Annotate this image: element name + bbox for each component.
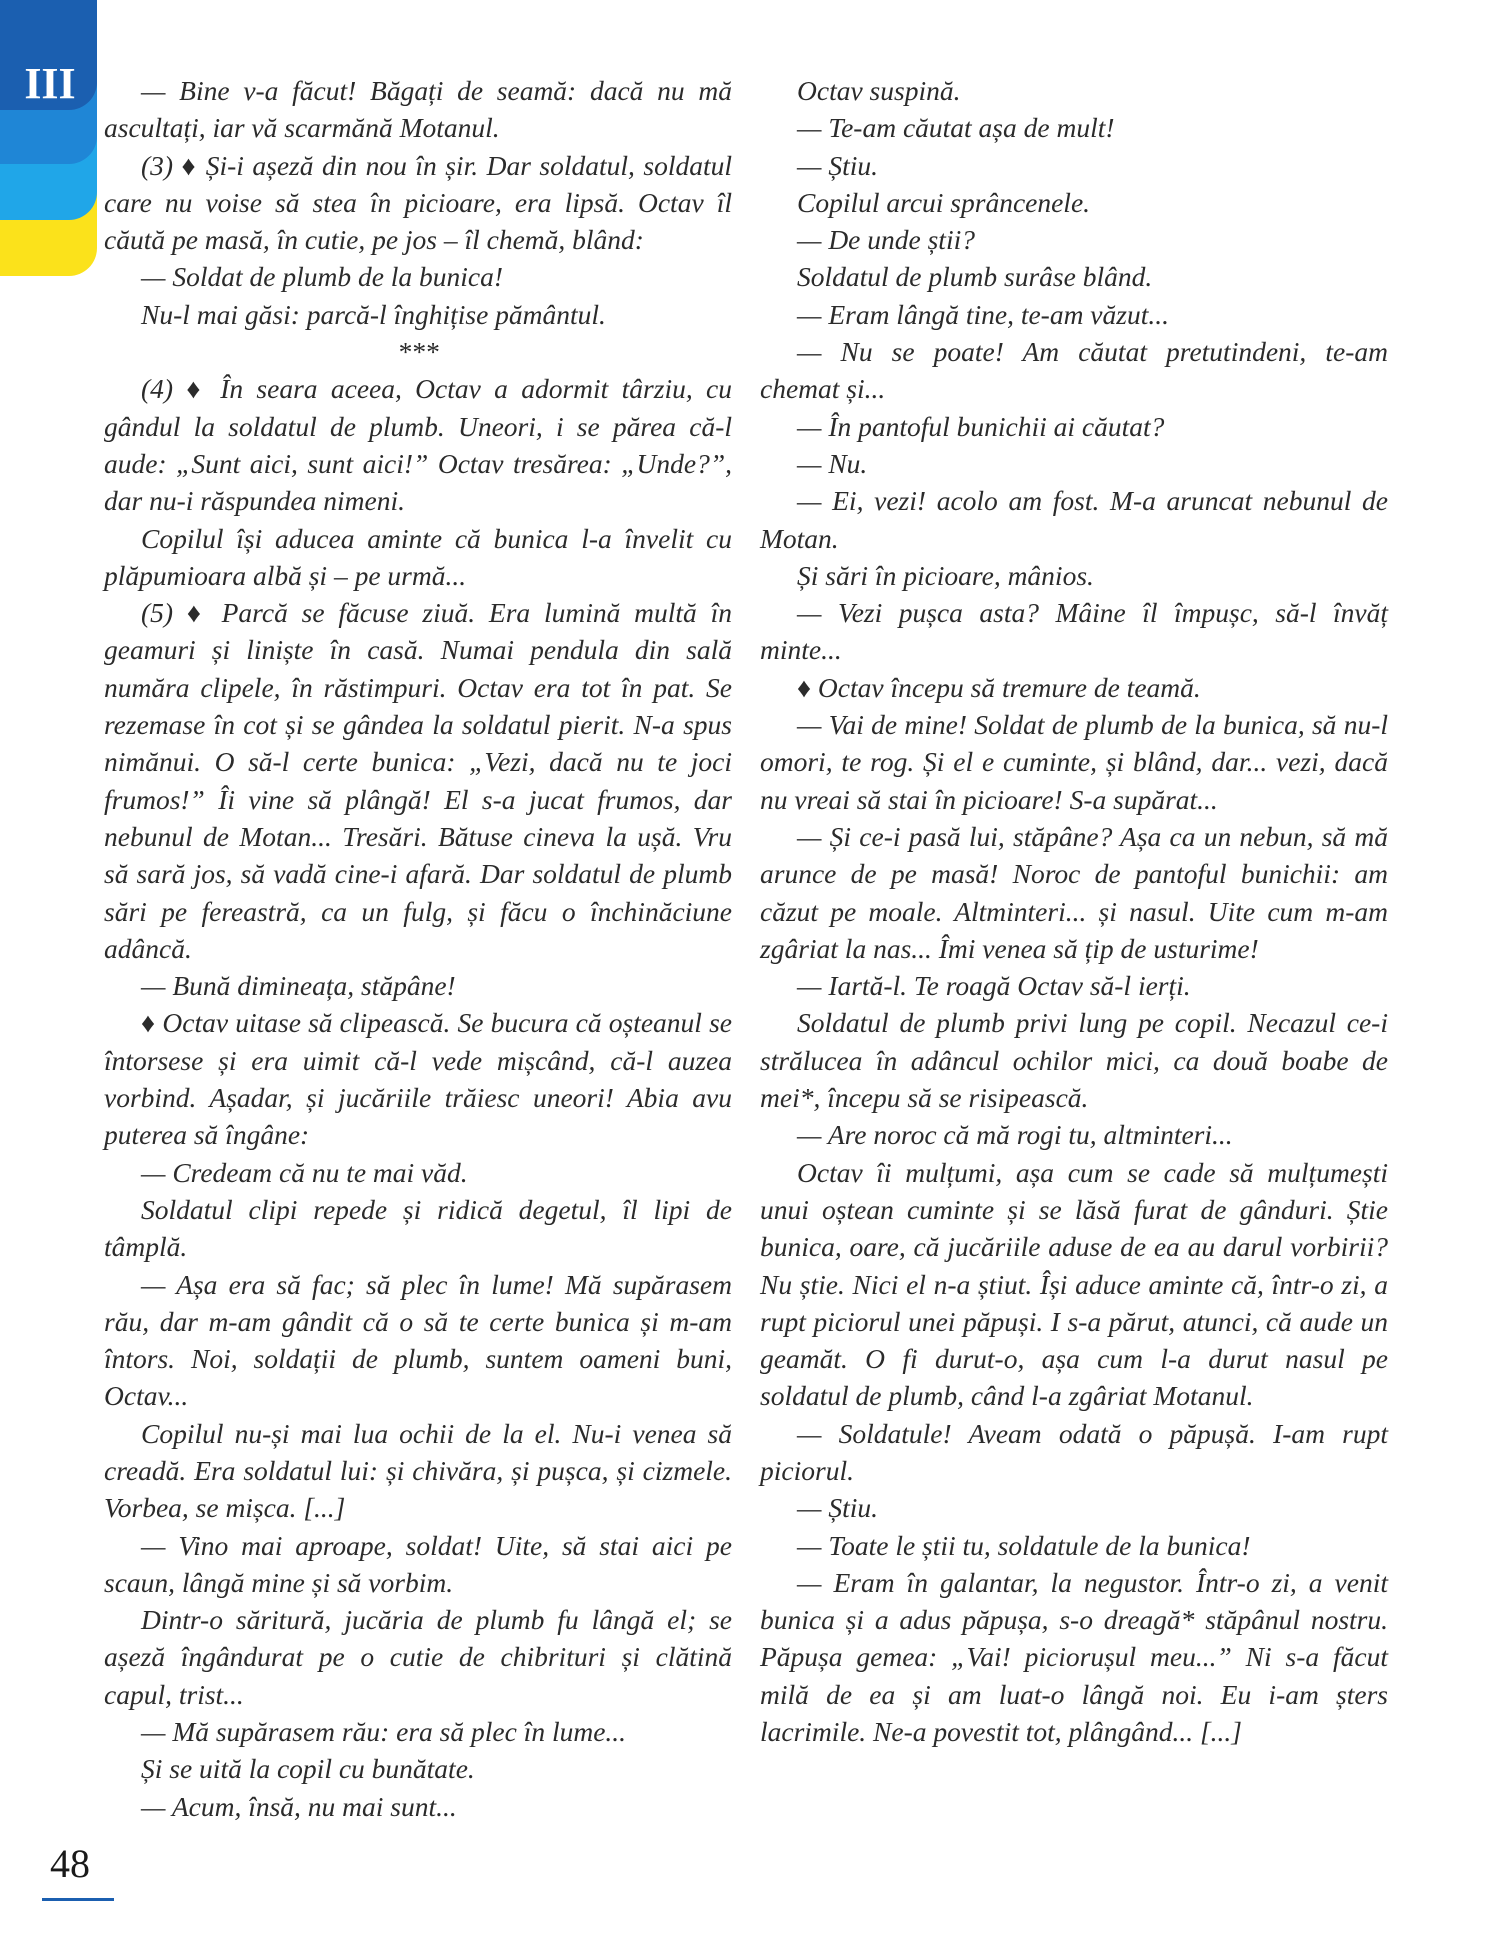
paragraph: — Nu se poate! Am căutat pretutindeni, te-am chemat și... xyxy=(760,336,1388,405)
paragraph: — Vai de mine! Soldat de plumb de la bunica, să nu-l omori, te rog. Și el e cuminte, și blând, dar... vezi, dacă nu vreai să stai în picioare! S-a supărat... xyxy=(760,709,1388,815)
paragraph: ♦ Octav începu să tremure de teamă. xyxy=(797,671,1201,703)
paragraph: — Așa era să fac; să plec în lume! Mă supărasem rău, dar m-am gândit că o să te certe bunica și m-am întors. Noi, soldații de plumb, suntem oameni buni, Octav... xyxy=(104,1268,732,1412)
paragraph: Copilul nu-și mai lua ochii de la el. Nu-i venea să creadă. Era soldatul lui: și chivăra, și pușca, și cizmele. Vorbea, se mișca. [...] xyxy=(104,1417,732,1524)
right-text-column xyxy=(760,72,1388,1750)
paragraph: — Știu. xyxy=(797,1492,878,1524)
paragraph: — Iartă-l. Te roagă Octav să-l ierți. xyxy=(797,970,1191,1002)
paragraph: — Bună dimineața, stăpâne! xyxy=(141,970,456,1002)
paragraph: — Ei, vezi! acolo am fost. M-a aruncat nebunul de Motan. xyxy=(760,485,1388,554)
paragraph: — Mă supărasem rău: era să plec în lume... xyxy=(141,1716,627,1748)
paragraph: (4) ♦ În seara aceea, Octav a adormit târziu, cu gândul la soldatul de plumb. Uneori, i se părea că-l aude: „Sunt aici, sunt aici!” Octav tresărea: „Unde?”, dar nu-i răspundea nimeni. xyxy=(104,373,732,517)
paragraph: — Are noroc că mă rogi tu, altminteri... xyxy=(797,1119,1233,1151)
paragraph: Soldatul clipi repede și ridică degetul, îl lipi de tâmplă. xyxy=(104,1193,732,1263)
paragraph: Octav îi mulțumi, așa cum se cade să mulțumești unui oștean cuminte și se lăsă furat de gânduri. Știe bunica, oare, că jucăriile aduse de ea au darul vorbirii? Nu știe. Nici el n-a știut. Își aduce aminte că, într-o zi, a rupt piciorul unei păpuși. I s-a părut, atunci, că aude un geamăt. O fi durut-o, așa cum l-a durut nasul pe soldatul de plumb, când l-a zgâriat Motanul. xyxy=(760,1156,1388,1412)
paragraph: — Vezi pușca asta? Mâine îl împușc, să-l învăț minte... xyxy=(760,597,1388,666)
paragraph: — Eram în galantar, la negustor. Într-o zi, a venit bunica și a adus păpușa, s-o dreagă* stăpânul nostru. Păpușa gemea: „Vai! piciorușul meu...” Ni s-a făcut milă de ea și am luat-o lângă noi. Eu i-am șters lacrimile. Ne-a povestit tot, plângând... [...] xyxy=(760,1566,1388,1748)
paragraph: Copilul își aducea aminte că bunica l-a învelit cu plăpumioara albă și – pe urmă... xyxy=(104,522,732,591)
unit-label: III xyxy=(24,59,76,108)
paragraph: Soldatul de plumb surâse blând. xyxy=(797,261,1153,293)
paragraph: — Știu. xyxy=(797,149,878,181)
paragraph: — Soldat de plumb de la bunica! xyxy=(141,261,504,293)
paragraph: — Soldatule! Aveam odată o păpușă. I-am rupt piciorul. xyxy=(760,1417,1388,1486)
paragraph: Nu-l mai găsi: parcă-l înghițise pământul. xyxy=(141,298,606,330)
paragraph: — Și ce-i pasă lui, stăpâne? Așa ca un nebun, să mă arunce de pe masă! Noroc de pantoful bunichii: am căzut pe moale. Altminteri... și nasul. Uite cum m-am zgâriat la nas... Îmi venea să țip de usturime! xyxy=(760,820,1388,964)
paragraph: Soldatul de plumb privi lung pe copil. Necazul ce-i strălucea în adâncul ochilor mici, ca două boabe de mei*, începu să se risipească. xyxy=(760,1007,1388,1114)
paragraph: — Credeam că nu te mai văd. xyxy=(141,1156,468,1188)
paragraph: — În pantoful bunichii ai căutat? xyxy=(797,410,1165,442)
paragraph: — Nu. xyxy=(797,447,868,479)
paragraph: — Eram lângă tine, te-am văzut... xyxy=(797,298,1169,330)
page-number: 48 xyxy=(50,1841,90,1886)
paragraph: — Toate le știi tu, soldatule de la bunica! xyxy=(797,1529,1251,1561)
paragraph: — Acum, însă, nu mai sunt... xyxy=(141,1790,457,1822)
paragraph: (5) ♦ Parcă se făcuse ziuă. Era lumină multă în geamuri și liniște în casă. Numai pendula din sală număra clipele, în răstimpuri. Octav era tot în pat. Se rezemase în cot și se gândea la soldatul pierit. N-a spus nimănui. O să-l certe bunica: „Vezi, dacă nu te joci frumos!” Îi vine să plângă! El s-a jucat frumos, dar nebunul de Motan... Tresări. Bătuse cineva la ușă. Vru să sară jos, să vadă cine-i afară. Dar soldatul de plumb sări pe fereastră, ca un fulg, și făcu o închinăciune adâncă. xyxy=(104,597,732,964)
page-number-underline xyxy=(42,1898,114,1901)
paragraph: — Vino mai aproape, soldat! Uite, să stai aici pe scaun, lângă mine și să vorbim. xyxy=(104,1529,732,1598)
paragraph: — Bine v-a făcut! Băgați de seamă: dacă nu mă ascultați, iar vă scarmănă Motanul. xyxy=(104,75,732,144)
paragraph: ♦ Octav uitase să clipească. Se bucura că oșteanul se întorsese și era uimit că-l vede mișcând, că-l auzea vorbind. Așadar, și jucăriile trăiesc uneori! Abia avu puterea să îngâne: xyxy=(104,1007,732,1151)
paragraph: (3) ♦ Și-i așeză din nou în șir. Dar soldatul, soldatul care nu voise să stea în picioare, era lipsă. Octav îl căută pe masă, în cutie, pe jos – îl chemă, blând: xyxy=(104,149,732,256)
paragraph: — Te-am căutat așa de mult! xyxy=(797,112,1115,144)
paragraph: Copilul arcui sprâncenele. xyxy=(797,186,1091,218)
paragraph: Și sări în picioare, mânios. xyxy=(797,559,1094,591)
paragraph: — De unde știi? xyxy=(797,224,975,256)
section-separator: *** xyxy=(397,336,439,368)
paragraph: Și se uită la copil cu bunătate. xyxy=(141,1753,475,1785)
paragraph: Octav suspină. xyxy=(797,75,961,106)
unit-color-tab xyxy=(0,0,97,276)
left-text-column xyxy=(104,72,732,1825)
paragraph: Dintr-o săritură, jucăria de plumb fu lângă el; se așeză îngândurat pe o cutie de chibrituri și clătină capul, trist... xyxy=(104,1604,732,1710)
